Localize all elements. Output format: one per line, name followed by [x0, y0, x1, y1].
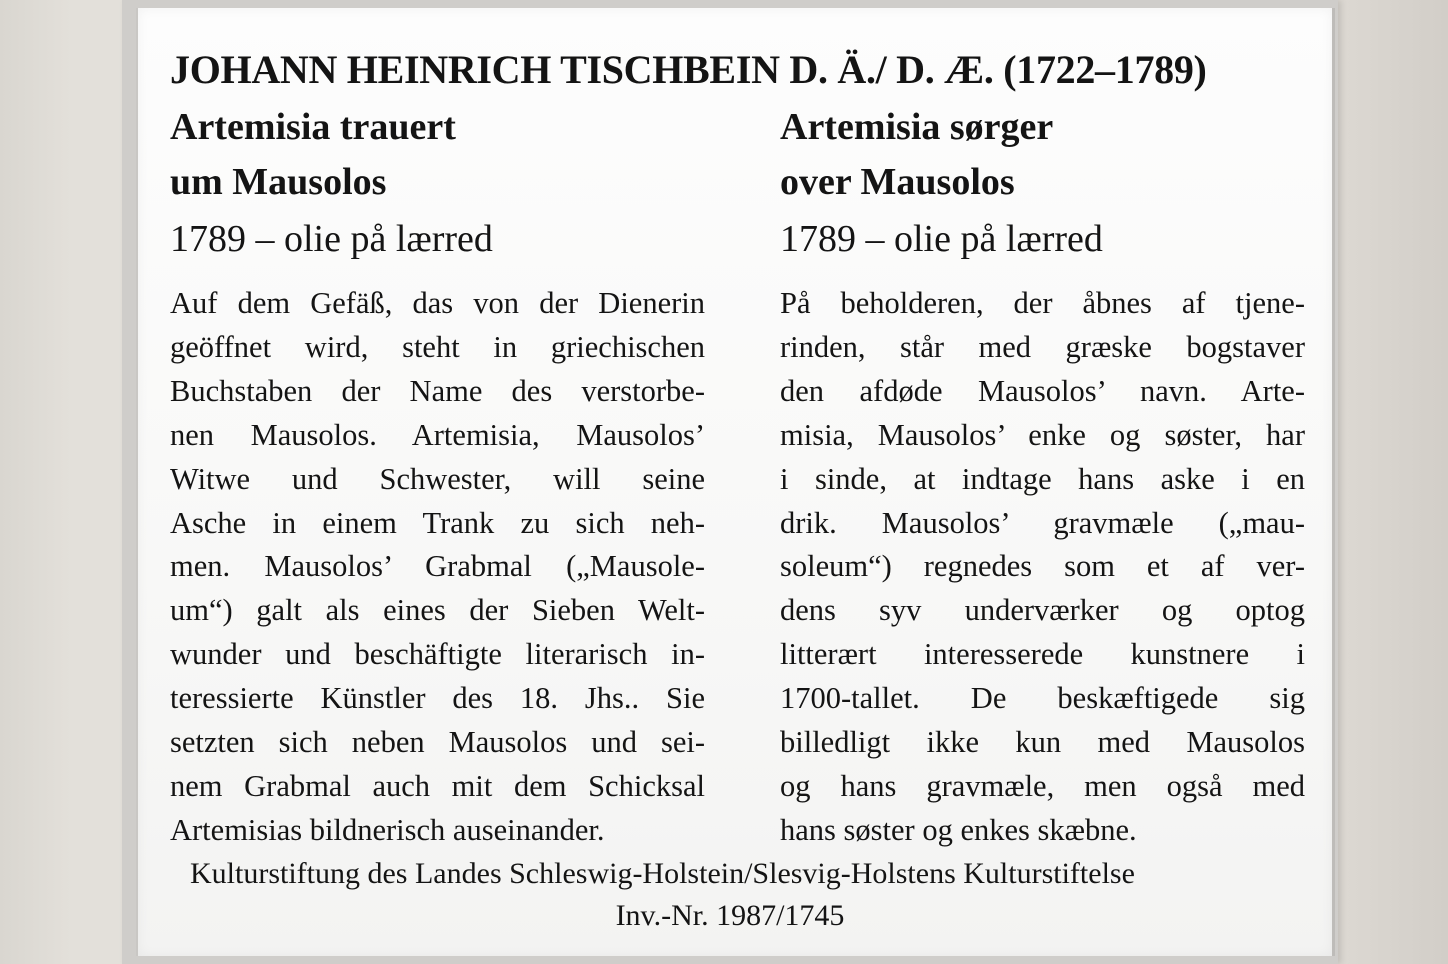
german-text-line: teressierte Künstler des 18. Jhs.. Sie: [170, 681, 705, 716]
danish-date-medium: 1789 – olie på lærred: [780, 218, 1103, 260]
danish-text-line: billedligt ikke kun med Mausolos: [780, 725, 1305, 760]
danish-text-line: misia, Mausolos’ enke og søster, har: [780, 417, 1305, 452]
german-text-line: Asche in einem Trank zu sich neh-: [170, 505, 705, 540]
danish-text-line: og hans gravmæle, men også med: [780, 768, 1305, 803]
german-text-line: Buchstaben der Name des verstorbe-: [170, 373, 705, 408]
german-text-line: men. Mausolos’ Grabmal („Mausole-: [170, 549, 705, 584]
danish-text-line: dens syv underværker og optog: [780, 593, 1305, 628]
artist-heading: JOHANN HEINRICH TISCHBEIN D. Ä./ D. Æ. (1722–1789): [170, 47, 1207, 92]
danish-title-line-1: Artemisia sørger: [780, 106, 1054, 148]
danish-text-line: På beholderen, der åbnes af tjene-: [780, 286, 1305, 320]
german-title-line-1: Artemisia trauert: [170, 106, 456, 148]
danish-text-line: rinden, står med græske bogstaver: [780, 329, 1305, 364]
german-date-medium: 1789 – olie på lærred: [170, 218, 493, 260]
danish-text-line: hans søster og enkes skæbne.: [780, 812, 1137, 847]
german-text-line: Auf dem Gefäß, das von der Dienerin: [170, 286, 705, 320]
german-text-line: nem Grabmal auch mit dem Schicksal: [170, 768, 705, 803]
german-column: [170, 100, 705, 853]
german-text-line: Artemisias bildnerisch auseinander.: [170, 812, 605, 847]
danish-text-line: i sinde, at indtage hans aske i en: [780, 461, 1305, 496]
owner-credit: Kulturstiftung des Landes Schleswig-Holstein/Slesvig-Holstens Kulturstiftelse: [190, 857, 1135, 890]
german-text-line: wunder und beschäftigte literarisch in-: [170, 637, 705, 672]
german-text-line: geöffnet wird, steht in griechischen: [170, 329, 705, 364]
german-title-line-2: um Mausolos: [170, 161, 387, 203]
danish-title-line-2: over Mausolos: [780, 161, 1015, 203]
german-text-line: um“) galt als eines der Sieben Welt-: [170, 593, 705, 628]
danish-description: [780, 282, 1305, 853]
danish-text-line: 1700-tallet. De beskæftigede sig: [780, 681, 1305, 716]
inventory-number: Inv.-Nr. 1987/1745: [615, 899, 845, 932]
german-text-line: setzten sich neben Mausolos und sei-: [170, 725, 705, 760]
danish-column: [780, 100, 1305, 853]
german-text-line: Witwe und Schwester, will seine: [170, 461, 705, 496]
danish-text-line: den afdøde Mausolos’ navn. Arte-: [780, 373, 1305, 408]
danish-text-line: soleum“) regnedes som et af ver-: [780, 549, 1305, 584]
danish-text-line: litterært interesserede kunstnere i: [780, 637, 1305, 672]
danish-text-line: drik. Mausolos’ gravmæle („mau-: [780, 505, 1305, 540]
german-text-line: nen Mausolos. Artemisia, Mausolos’: [170, 417, 705, 452]
german-description: [170, 282, 705, 853]
